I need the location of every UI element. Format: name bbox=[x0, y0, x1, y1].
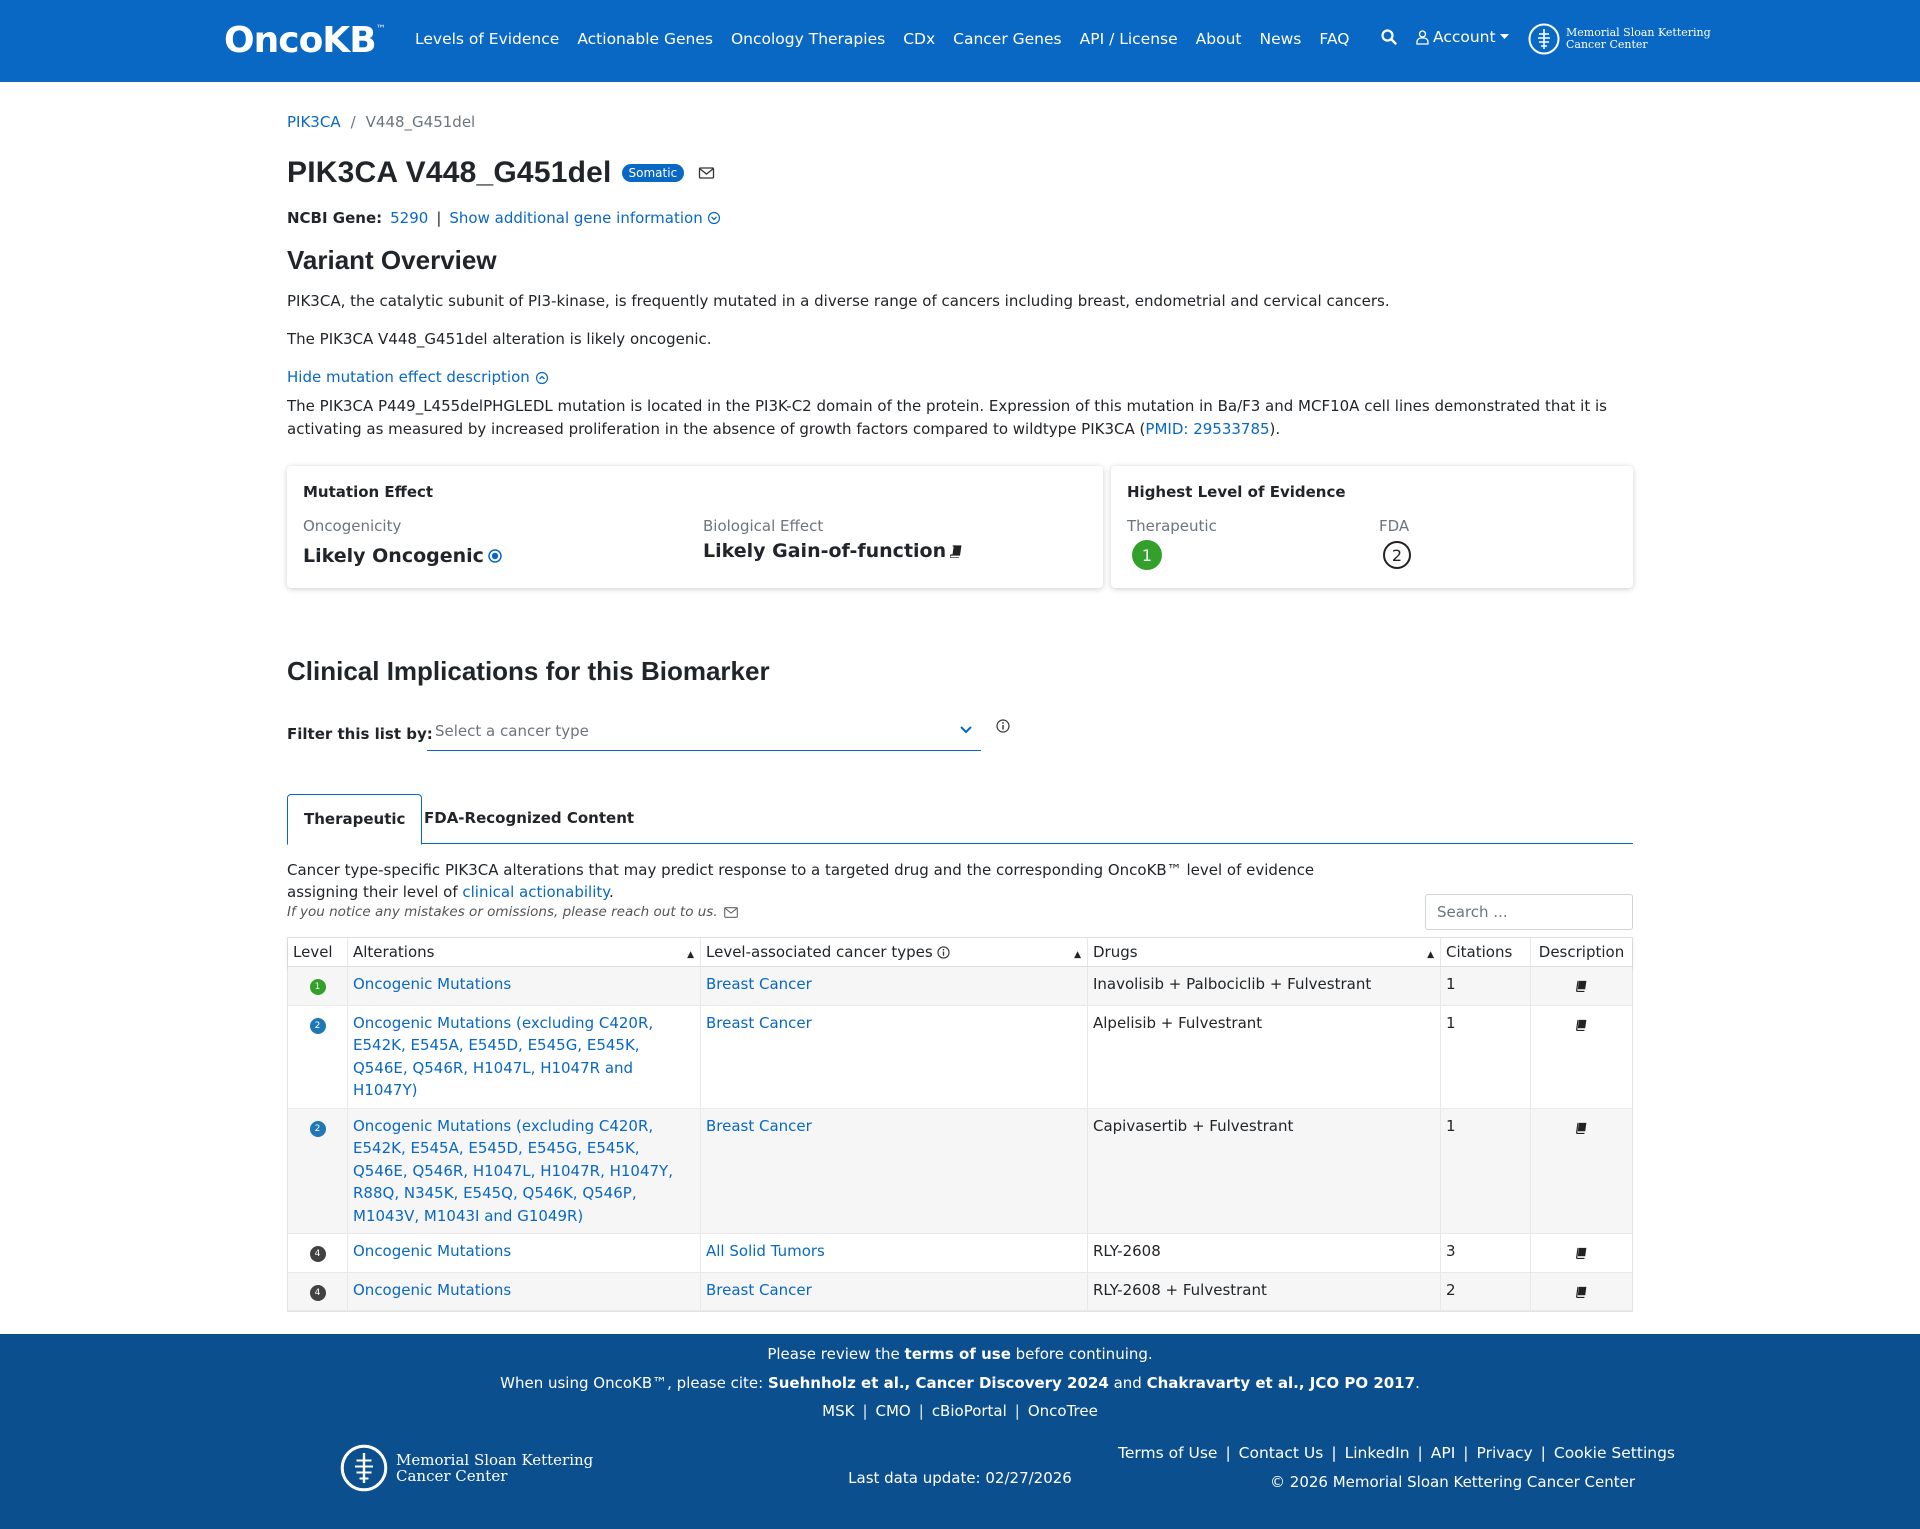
cancer-type-cell bbox=[701, 1109, 1088, 1234]
hide-mutation-effect-toggle[interactable] bbox=[287, 366, 549, 389]
footer-privacy[interactable]: Privacy bbox=[1476, 1444, 1533, 1462]
ncbi-gene-link[interactable]: 5290 bbox=[390, 209, 429, 227]
header-drugs-label: Drugs bbox=[1093, 943, 1138, 961]
citation-link-2[interactable]: Chakravarty et al., JCO PO 2017 bbox=[1146, 1374, 1416, 1392]
header-alterations-label: Alterations bbox=[353, 943, 435, 961]
page-title: PIK3CA V448_G451del bbox=[287, 156, 612, 189]
description-cell bbox=[1531, 967, 1632, 1005]
breadcrumb-separator: / bbox=[350, 113, 356, 131]
terms-of-use-link[interactable]: terms of use bbox=[904, 1345, 1011, 1363]
nav-api-license[interactable]: API / License bbox=[1079, 30, 1178, 48]
page-footer bbox=[0, 1334, 1920, 1529]
chevron-up-circle-icon bbox=[535, 371, 549, 385]
oncogenicity-label: Oncogenicity bbox=[303, 517, 402, 535]
cancer-type-cell bbox=[701, 1006, 1088, 1108]
book-icon[interactable] bbox=[1575, 1243, 1589, 1266]
chevron-down-icon bbox=[959, 725, 973, 735]
header-description[interactable]: Description bbox=[1538, 943, 1625, 961]
citations-cell[interactable]: 2 bbox=[1441, 1273, 1531, 1311]
msk-footer-line2: Cancer Center bbox=[396, 1467, 508, 1485]
header-citations[interactable]: Citations bbox=[1441, 938, 1531, 966]
nav-menu bbox=[415, 30, 1367, 48]
msk-footer-line1: Memorial Sloan Kettering bbox=[396, 1451, 594, 1469]
description-cell bbox=[1531, 1234, 1632, 1272]
table-description-end: . bbox=[609, 883, 614, 901]
header-drugs[interactable] bbox=[1088, 938, 1441, 966]
footer-link-oncotree[interactable]: OncoTree bbox=[1027, 1402, 1098, 1420]
description-cell bbox=[1531, 1273, 1632, 1311]
alteration-cell bbox=[348, 1234, 701, 1272]
footer-legal-links: Terms of Use | Contact Us | LinkedIn | API | Privacy | Cookie Settings bbox=[1118, 1444, 1675, 1462]
drugs-cell: RLY-2608 bbox=[1088, 1234, 1441, 1272]
citations-cell[interactable]: 1 bbox=[1441, 967, 1531, 1005]
footer-cookie-settings[interactable]: Cookie Settings bbox=[1553, 1444, 1675, 1462]
drugs-cell: Alpelisib + Fulvestrant bbox=[1088, 1006, 1441, 1108]
citation-end: . bbox=[1415, 1374, 1420, 1392]
alteration-link[interactable]: Oncogenic Mutations bbox=[353, 1242, 512, 1260]
table-description bbox=[287, 859, 1347, 903]
book-icon[interactable] bbox=[1575, 1282, 1589, 1305]
level-cell bbox=[288, 1109, 348, 1234]
breadcrumb-variant: V448_G451del bbox=[365, 113, 476, 131]
show-gene-info-label: Show additional gene information bbox=[449, 209, 703, 227]
account-label: Account bbox=[1433, 28, 1496, 46]
biological-effect-text: Likely Gain-of-function bbox=[703, 540, 947, 562]
citation-and: and bbox=[1108, 1374, 1147, 1392]
description-cell bbox=[1531, 1109, 1632, 1234]
nav-oncology-therapies[interactable]: Oncology Therapies bbox=[730, 30, 886, 48]
highest-level-title: Highest Level of Evidence bbox=[1127, 483, 1346, 501]
cancer-type-cell bbox=[701, 967, 1088, 1005]
book-icon[interactable] bbox=[1575, 1015, 1589, 1038]
mistakes-note bbox=[287, 904, 738, 920]
header-cancer-types-label: Level-associated cancer types bbox=[706, 943, 933, 961]
alteration-link[interactable]: Oncogenic Mutations (excluding C420R, E542K, E545A, E545D, E545G, E545K, Q546E, Q546R, H1047L, H1047R, H1047Y, R88Q, N345K, E545Q, Q546K, Q546P, M1043V, M1043I and G1049R) bbox=[353, 1116, 673, 1225]
account-dropdown[interactable] bbox=[1416, 28, 1509, 46]
somatic-badge: Somatic bbox=[622, 164, 685, 182]
info-icon[interactable] bbox=[996, 719, 1010, 733]
footer-linkedin[interactable]: LinkedIn bbox=[1344, 1444, 1410, 1462]
nav-actionable-genes[interactable]: Actionable Genes bbox=[577, 30, 713, 48]
alteration-link[interactable]: Oncogenic Mutations bbox=[353, 975, 512, 993]
mutation-effect-card bbox=[287, 466, 1103, 588]
book-icon[interactable] bbox=[1575, 976, 1589, 999]
level-cell bbox=[288, 967, 348, 1005]
variant-overview-heading: Variant Overview bbox=[287, 245, 497, 275]
last-data-update: Last data update: 02/27/2026 bbox=[848, 1469, 1072, 1487]
mutation-effect-title: Mutation Effect bbox=[303, 483, 434, 501]
user-icon bbox=[1416, 30, 1429, 45]
likely-oncogenic-icon bbox=[488, 549, 502, 563]
mutation-effect-text-end: ). bbox=[1269, 420, 1281, 438]
footer-api[interactable]: API bbox=[1430, 1444, 1456, 1462]
footer-link-cbioportal[interactable]: cBioPortal bbox=[931, 1402, 1007, 1420]
pmid-link[interactable]: PMID: 29533785 bbox=[1145, 420, 1270, 438]
msk-name-line1: Memorial Sloan Kettering bbox=[1566, 26, 1711, 39]
top-navbar bbox=[0, 0, 1920, 82]
table-body bbox=[288, 967, 1632, 1311]
highest-level-card bbox=[1111, 466, 1633, 588]
level-cell bbox=[288, 1006, 348, 1108]
msk-name-line2: Cancer Center bbox=[1566, 38, 1648, 51]
chevron-down-circle-icon bbox=[707, 211, 721, 225]
table-row bbox=[288, 967, 1632, 1006]
filter-label: Filter this list by: bbox=[287, 725, 433, 743]
breadcrumb bbox=[287, 113, 475, 131]
sort-asc-icon: ▲ bbox=[687, 950, 694, 960]
citations-cell[interactable]: 3 bbox=[1441, 1234, 1531, 1272]
cancer-type-link[interactable]: Breast Cancer bbox=[706, 1116, 812, 1135]
clinical-implications-heading: Clinical Implications for this Biomarker bbox=[287, 656, 770, 686]
gene-summary: PIK3CA, the catalytic subunit of PI3-kinase, is frequently mutated in a diverse range of cancers including breast, endometrial and cervical cancers. bbox=[287, 292, 1390, 310]
mistakes-note-text: If you notice any mistakes or omissions, please reach out to us. bbox=[287, 904, 718, 920]
mutation-effect-description bbox=[287, 395, 1633, 441]
table-search-input[interactable]: Search ... bbox=[1425, 894, 1633, 930]
citations-cell[interactable]: 1 bbox=[1441, 1006, 1531, 1108]
ncbi-gene-label: NCBI Gene: bbox=[287, 209, 383, 227]
alteration-cell bbox=[348, 1006, 701, 1108]
oncogenicity-value bbox=[303, 545, 502, 567]
mutation-effect-text: The PIK3CA P449_L455delPHGLEDL mutation is located in the PI3K-C2 domain of the protein. Expression of this mutation in Ba/F3 and MCF10A cell lines demonstrated that it is activating as measured by increased proliferation in the absence of growth factors compared to wildtype PIK3CA ( bbox=[287, 397, 1607, 438]
hide-mutation-effect-label: Hide mutation effect description bbox=[287, 368, 530, 386]
oncogenicity-text: Likely Oncogenic bbox=[303, 545, 484, 567]
footer-site-links: MSK | CMO | cBioPortal | OncoTree bbox=[822, 1402, 1098, 1420]
cancer-type-select[interactable] bbox=[427, 713, 981, 751]
fda-level-icon[interactable]: 2 bbox=[1383, 541, 1411, 569]
gene-info-separator: | bbox=[436, 209, 442, 227]
msk-header-logo[interactable] bbox=[1528, 22, 1711, 56]
nav-about[interactable]: About bbox=[1195, 30, 1242, 48]
implications-tabs bbox=[287, 794, 1633, 844]
cancer-type-cell bbox=[701, 1234, 1088, 1272]
search-icon[interactable] bbox=[1380, 28, 1398, 46]
level-icon[interactable]: 4 bbox=[310, 1246, 326, 1262]
mail-icon[interactable] bbox=[724, 907, 738, 918]
alteration-link[interactable]: Oncogenic Mutations (excluding C420R, E542K, E545A, E545D, E545G, E545K, Q546E, Q546R, H1047L, H1047R and H1047Y) bbox=[353, 1013, 654, 1099]
implications-table bbox=[287, 937, 1633, 1312]
header-level-label: Level bbox=[293, 943, 333, 961]
msk-logo-icon bbox=[1528, 22, 1560, 56]
terms-notice-pre: Please review the bbox=[767, 1345, 905, 1363]
tab-fda-recognized[interactable]: FDA-Recognized Content bbox=[424, 809, 635, 827]
table-row bbox=[288, 1109, 1632, 1235]
drugs-cell: RLY-2608 + Fulvestrant bbox=[1088, 1273, 1441, 1311]
copyright: © 2026 Memorial Sloan Kettering Cancer Center bbox=[1270, 1473, 1635, 1491]
table-row bbox=[288, 1234, 1632, 1273]
therapeutic-level-icon[interactable]: 1 bbox=[1132, 540, 1162, 570]
nav-cdx[interactable]: CDx bbox=[903, 30, 936, 48]
caret-down-icon bbox=[1500, 34, 1509, 40]
cancer-type-link[interactable]: All Solid Tumors bbox=[706, 1242, 825, 1260]
book-icon[interactable] bbox=[950, 544, 964, 558]
cancer-type-link[interactable]: Breast Cancer bbox=[706, 1013, 812, 1032]
nav-faq[interactable]: FAQ bbox=[1319, 30, 1350, 48]
alteration-link[interactable]: Oncogenic Mutations bbox=[353, 1280, 512, 1299]
cancer-type-cell bbox=[701, 1273, 1088, 1311]
therapeutic-label: Therapeutic bbox=[1127, 517, 1217, 535]
citation-notice bbox=[0, 1374, 1920, 1392]
oncokb-logo[interactable]: OncoKB™ bbox=[224, 20, 386, 61]
table-row bbox=[288, 1006, 1632, 1109]
alteration-cell bbox=[348, 1109, 701, 1234]
footer-terms-of-use[interactable]: Terms of Use bbox=[1118, 1444, 1218, 1462]
tab-therapeutic[interactable]: Therapeutic bbox=[287, 794, 422, 845]
citation-pre: When using OncoKB™, please cite: bbox=[500, 1374, 768, 1392]
cancer-type-link[interactable]: Breast Cancer bbox=[706, 1280, 812, 1299]
mail-icon[interactable] bbox=[698, 166, 716, 180]
nav-levels-of-evidence[interactable]: Levels of Evidence bbox=[415, 30, 560, 48]
header-alterations[interactable] bbox=[348, 938, 701, 966]
fda-label: FDA bbox=[1379, 517, 1410, 535]
terms-notice-post: before continuing. bbox=[1010, 1345, 1153, 1363]
nav-news[interactable]: News bbox=[1259, 30, 1302, 48]
table-description-text: Cancer type-specific PIK3CA alterations that may predict response to a targeted drug and the corresponding OncoKB™ level of evidence assigning their level of bbox=[287, 861, 1315, 901]
footer-contact-us[interactable]: Contact Us bbox=[1238, 1444, 1324, 1462]
sort-asc-icon: ▲ bbox=[1427, 950, 1434, 960]
citations-cell[interactable]: 1 bbox=[1441, 1109, 1531, 1234]
breadcrumb-gene-link[interactable]: PIK3CA bbox=[287, 113, 341, 131]
table-row bbox=[288, 1273, 1632, 1312]
biological-effect-value bbox=[703, 540, 964, 562]
footer-link-msk[interactable]: MSK bbox=[822, 1402, 855, 1420]
variant-summary: The PIK3CA V448_G451del alteration is likely oncogenic. bbox=[287, 330, 712, 348]
citation-link-1[interactable]: Suehnholz et al., Cancer Discovery 2024 bbox=[767, 1374, 1109, 1392]
drugs-cell: Capivasertib + Fulvestrant bbox=[1088, 1109, 1441, 1234]
terms-notice bbox=[0, 1345, 1920, 1363]
description-cell bbox=[1531, 1006, 1632, 1108]
level-cell bbox=[288, 1273, 348, 1311]
cancer-type-link[interactable]: Breast Cancer bbox=[706, 975, 812, 993]
level-cell bbox=[288, 1234, 348, 1272]
sort-asc-icon: ▲ bbox=[1074, 950, 1081, 960]
table-header-row bbox=[288, 938, 1632, 967]
footer-link-cmo[interactable]: CMO bbox=[875, 1402, 911, 1420]
alteration-cell bbox=[348, 967, 701, 1005]
level-icon[interactable]: 1 bbox=[310, 979, 326, 995]
info-icon[interactable] bbox=[937, 946, 950, 959]
alteration-cell bbox=[348, 1273, 701, 1311]
level-icon[interactable]: 2 bbox=[310, 1121, 326, 1137]
nav-cancer-genes[interactable]: Cancer Genes bbox=[953, 30, 1062, 48]
drugs-cell: Inavolisib + Palbociclib + Fulvestrant bbox=[1088, 967, 1441, 1005]
level-icon[interactable]: 4 bbox=[310, 1285, 326, 1301]
clinical-actionability-link[interactable]: clinical actionability bbox=[462, 883, 610, 901]
header-level[interactable] bbox=[288, 938, 348, 966]
biological-effect-label: Biological Effect bbox=[703, 517, 824, 535]
cancer-type-placeholder: Select a cancer type bbox=[435, 722, 589, 740]
book-icon[interactable] bbox=[1575, 1118, 1589, 1141]
level-icon[interactable]: 2 bbox=[310, 1018, 326, 1034]
show-gene-info-toggle[interactable] bbox=[449, 209, 720, 227]
header-cancer-types[interactable] bbox=[701, 938, 1088, 966]
